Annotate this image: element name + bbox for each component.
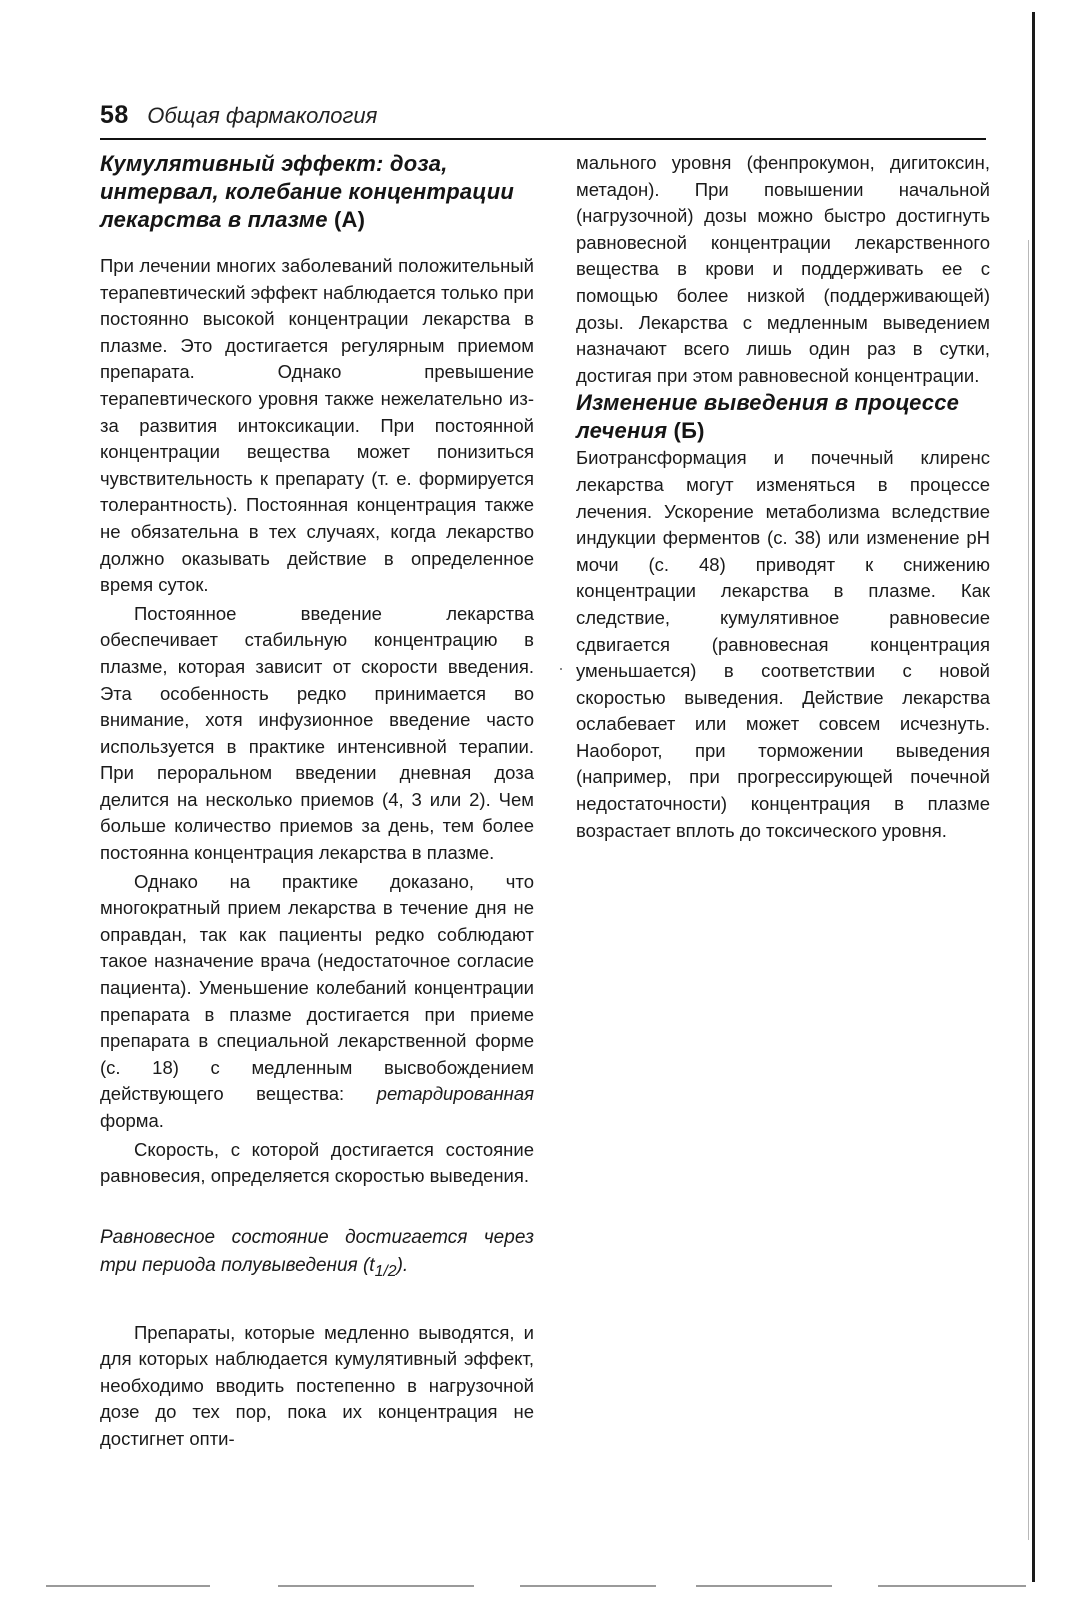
half-life-subscript: 1/2 [374, 1262, 397, 1280]
section-heading-b-text: Изменение выведения в процессе лечения [576, 390, 960, 444]
bottom-scan-rule [278, 1585, 474, 1587]
bottom-scan-rule [878, 1585, 1026, 1587]
highlight-note [100, 1224, 534, 1286]
running-header [100, 101, 377, 135]
paragraph-continuation: мального уровня (фенпрокумон, дигитоксин, метадон). При повышении начальной (нагрузочной) дозы можно быстро достигнуть равновесной концентрации лекарственного вещества в крови и поддерживать ее с помощью более низкой (поддерживающей) дозы. Лекарства с медленным выведением назначают всего лишь один раз в сутки, достигая при этом равновесной концентрации. [576, 152, 990, 386]
paragraph: При лечении многих заболеваний положительный терапевтический эффект наблюдается только при постоянно высокой концентрации лекарства в плазме. Это достигается регулярным приемом препарата. Однако превышение терапевтического уровня также нежелательно из-за развития интоксикации. При постоянной концентрации вещества может понизиться чувствительность к препарату (т. е. формируется толерантность). Постоянная концентрация также не обязательна в тех случаях, когда лекарство должно оказывать действие в определенное время суток. [100, 255, 534, 596]
bottom-scan-rule [520, 1585, 656, 1587]
page-number: 58 [100, 101, 129, 129]
section-heading-a [100, 150, 534, 234]
header-rule [100, 138, 986, 140]
paragraph: Препараты, которые медленно выводятся, и для которых наблюдается кумулятивный эффект, необходимо вводить постепенно в нагрузочной дозе до тех пор, пока их концентрация не достигнет опти- [100, 1321, 534, 1449]
section-heading-b-ref: (Б) [673, 418, 705, 444]
left-column-body [100, 253, 534, 1453]
highlight-end: ). [396, 1254, 409, 1276]
section-heading-a-ref: (А) [333, 207, 366, 232]
bottom-scan-rule [46, 1585, 210, 1587]
right-column [576, 150, 990, 844]
section-heading-a-text: Кумулятивный эффект: доза, интервал, колебание концентрации лекарства в плазме [100, 151, 515, 232]
left-column [100, 150, 534, 1453]
highlight-text: Равновесное состояние достигается через три периода полувыведения [100, 1226, 534, 1276]
retard-term: ретардированная [376, 1083, 534, 1105]
bottom-scan-rule [696, 1585, 832, 1587]
paragraph: Скорость, с которой достигается состояние равновесия, определяется скоростью выведения. [100, 1138, 534, 1187]
scan-speck [560, 668, 562, 670]
retard-suffix: форма. [100, 1110, 164, 1131]
paragraph: Постоянное введение лекарства обеспечивает стабильную концентрацию в плазме, которая зависит от скорости введения. Эта особенность редко принимается во внимание, хотя инфузионное введение часто используется в практике интенсивной терапии. При пероральном введении дневная доза делится на несколько приемов (4, 3 или 2). Чем больше количество приемов за день, тем более постоянна концентрация лекарства в плазме. [100, 602, 534, 864]
paragraph-text: Однако на практике доказано, что многократный прием лекарства в течение дня не оправдан, так как пациенты редко соблюдают такое назначение врача (недостаточное согласие пациента). Уменьшение колебаний концентрации препарата в плазме достигается при приеме препарата в специальной лекарственной форме (с. 18) с медленным высвобождением действующего вещества: [100, 870, 534, 1105]
section-heading-b [576, 389, 990, 445]
scan-edge-thin-line [1028, 240, 1029, 1540]
scan-edge-line [1032, 12, 1035, 1582]
paragraph: Биотрансформация и почечный клиренс лекарства могут изменяться в процессе лечения. Ускорение метаболизма вследствие индукции ферментов (с. 38) или изменение рН мочи (с. 48) приводят к снижению концентрации лекарства в плазме. Как следствие, кумулятивное равновесие сдвигается (равновесная концентрация уменьшается) в соответствии с новой скоростью выведения. Действие лекарства ослабевает или может совсем исчезнуть. Наоборот, при торможении выведения (например, при прогрессирующей почечной недостаточности) концентрация в плазме возрастает вплоть до токсического уровня. [576, 447, 990, 841]
half-life-symbol: (t [362, 1254, 375, 1276]
running-title: Общая фармакология [147, 103, 378, 128]
paragraph-retard [100, 869, 534, 1135]
